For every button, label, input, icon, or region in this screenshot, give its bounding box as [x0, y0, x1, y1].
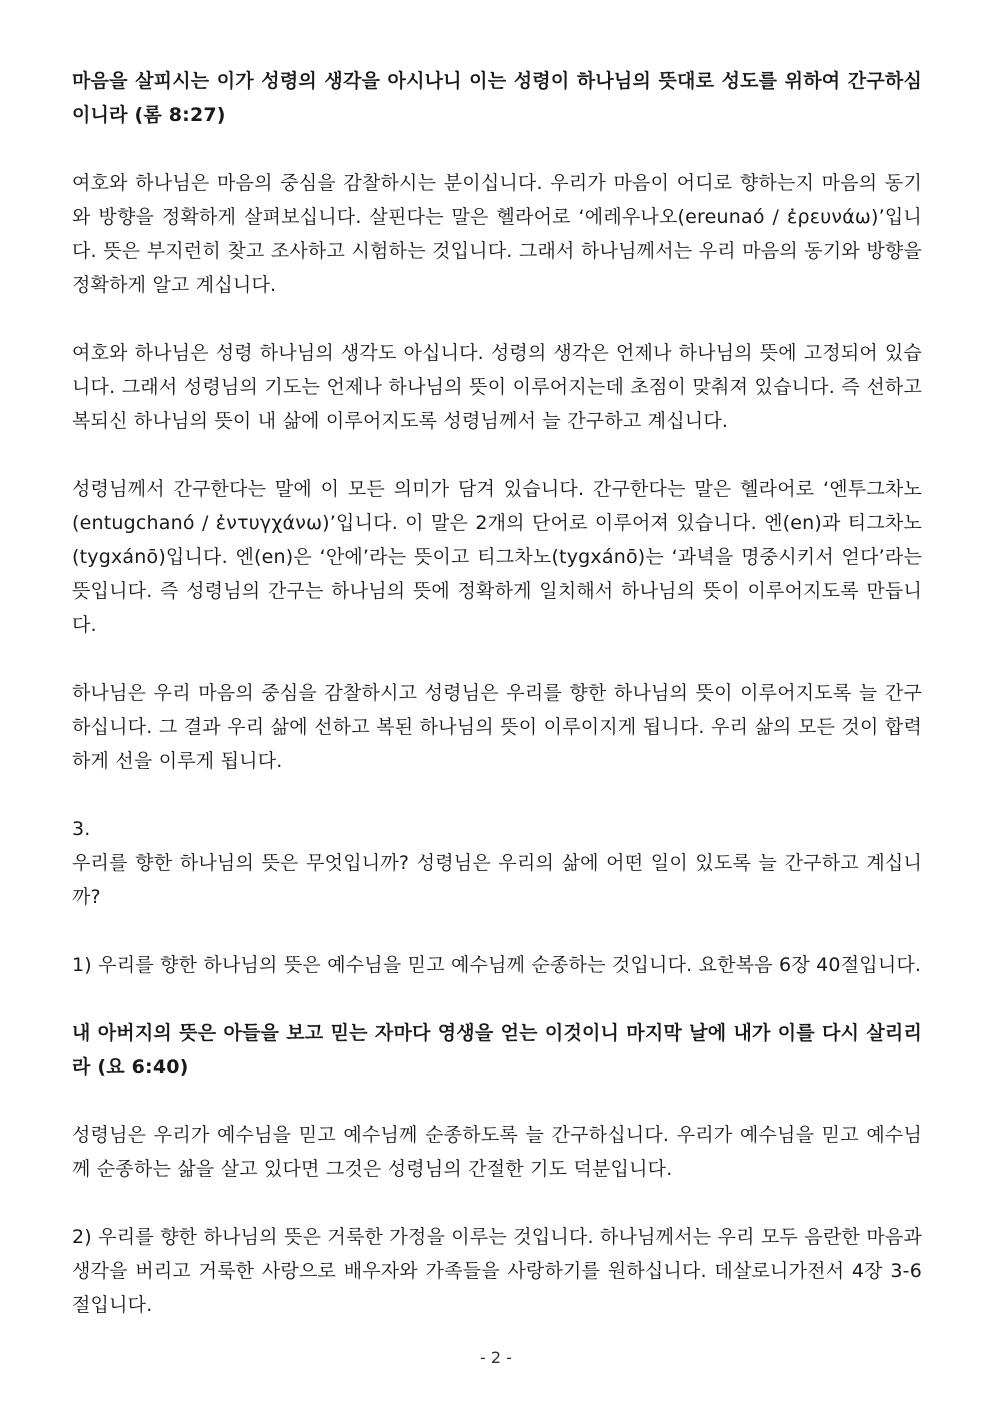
section-number: 3.: [72, 818, 91, 840]
paragraph-gap: [72, 642, 922, 676]
point-1: 1) 우리를 향한 하나님의 뜻은 예수님을 믿고 예수님께 순종하는 것입니다. 요한복음 6장 40절입니다.: [72, 954, 922, 976]
paragraph-gap: [72, 982, 922, 1016]
paragraph-gap: [72, 1084, 922, 1118]
paragraph-entugchano: 성령님께서 간구한다는 말에 이 모든 의미가 담겨 있습니다. 간구한다는 말은 헬라어로 ‘엔투그차노(entugchanó / ἐντυγχάνω)’입니다. 이 말은 2개의 단어로 이루어져 있습니다. 엔(en)과 티그차노(tygxánō)입니다. 엔(en)은 ‘안에’라는 뜻이고 티그차노(tygxánō)는 ‘과녁을 명중시키서 얻다’라는 뜻입니다. 즉 성령님의 간구는 하나님의 뜻에 정확하게 일치해서 하나님의 뜻이 이루어지도록 만듭니다.: [72, 478, 922, 636]
paragraph-gap: [72, 1186, 922, 1220]
verse-john-6-40: 내 아버지의 뜻은 아들을 보고 믿는 자마다 영생을 얻는 이것이니 마지막 날에 내가 이를 다시 살리리라 (요 6:40): [72, 1022, 922, 1078]
paragraph-gap: [72, 914, 922, 948]
paragraph-ereunao: 여호와 하나님은 마음의 중심을 감찰하시는 분이십니다. 우리가 마음이 어디로 향하는지 마음의 동기와 방향을 정확하게 살펴보십니다. 살핀다는 말은 헬라어로 ‘에레우나오(ereunaó / ἐρευνάω)’입니다. 뜻은 부지런히 찾고 조사하고 시험하는 것입니다. 그래서 하나님께서는 우리 마음의 동기와 방향을 정확하게 알고 계십니다.: [72, 172, 922, 296]
paragraph-gap: [72, 132, 922, 166]
paragraph-gap: [72, 778, 922, 812]
paragraph-obedience: 성령님은 우리가 예수님을 믿고 예수님께 순종하도록 늘 간구하십니다. 우리가 예수님을 믿고 예수님께 순종하는 삶을 살고 있다면 그것은 성령님의 간절한 기도 덕분입니다.: [72, 1124, 922, 1180]
paragraph-holy-spirit-thoughts: 여호와 하나님은 성령 하나님의 생각도 아십니다. 성령의 생각은 언제나 하나님의 뜻에 고정되어 있습니다. 그래서 성령님의 기도는 언제나 하나님의 뜻이 이루어지는데 초점이 맞춰져 있습니다. 즉 선하고 복되신 하나님의 뜻이 내 삶에 이루어지도록 성령님께서 늘 간구하고 계십니다.: [72, 342, 922, 432]
section-question: 우리를 향한 하나님의 뜻은 무엇입니까? 성령님은 우리의 삶에 어떤 일이 있도록 늘 간구하고 계십니까?: [72, 852, 922, 908]
page-number: - 2 -: [480, 1348, 512, 1367]
paragraph-gap: [72, 302, 922, 336]
point-2: 2) 우리를 향한 하나님의 뜻은 거룩한 가정을 이루는 것입니다. 하나님께서는 우리 모두 음란한 마음과 생각을 버리고 거룩한 사랑으로 배우자와 가족들을 사랑하기를 원하십니다. 데살로니가전서 4장 3-6절입니다.: [72, 1226, 922, 1316]
verse-romans-8-27: 마음을 살피시는 이가 성령의 생각을 아시나니 이는 성령이 하나님의 뜻대로 성도를 위하여 간구하심이니라 (롬 8:27): [72, 70, 922, 126]
paragraph-result: 하나님은 우리 마음의 중심을 감찰하시고 성령님은 우리를 향한 하나님의 뜻이 이루어지도록 늘 간구하십니다. 그 결과 우리 삶에 선하고 복된 하나님의 뜻이 이루이지게 됩니다. 우리 삶의 모든 것이 합력하게 선을 이루게 됩니다.: [72, 682, 922, 772]
document-body: [72, 64, 922, 1322]
paragraph-gap: [72, 438, 922, 472]
